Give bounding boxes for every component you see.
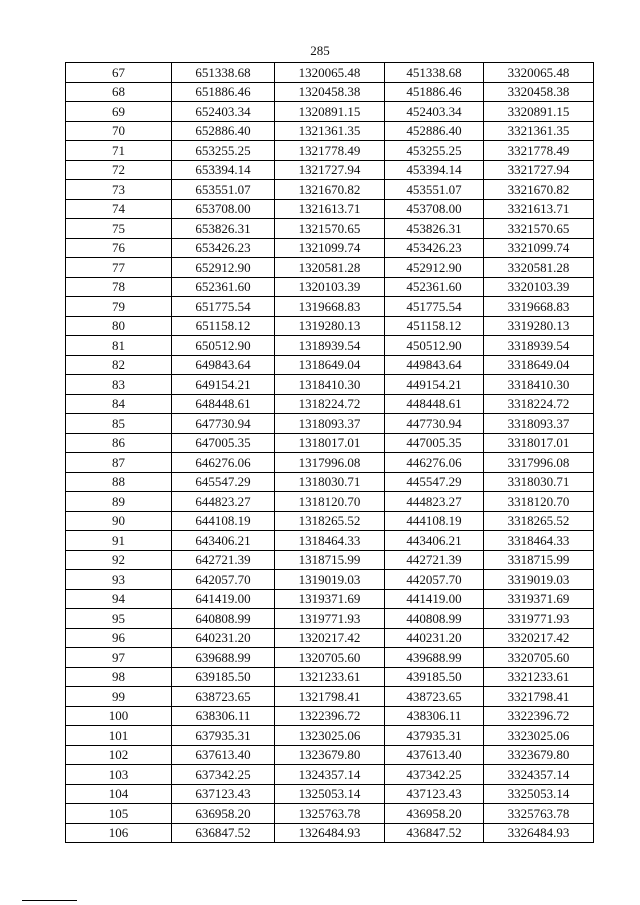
table-cell: 1320458.38 bbox=[275, 82, 385, 102]
table-cell: 445547.29 bbox=[385, 472, 484, 492]
table-cell: 1319668.83 bbox=[275, 297, 385, 317]
table-row bbox=[66, 511, 594, 531]
table-row bbox=[66, 355, 594, 375]
table-cell: 453551.07 bbox=[385, 180, 484, 200]
table-cell: 88 bbox=[66, 472, 172, 492]
table-cell: 636847.52 bbox=[172, 823, 275, 843]
table-cell: 444823.27 bbox=[385, 492, 484, 512]
table-cell: 102 bbox=[66, 745, 172, 765]
table-cell: 645547.29 bbox=[172, 472, 275, 492]
table-cell: 653255.25 bbox=[172, 141, 275, 161]
table-cell: 99 bbox=[66, 687, 172, 707]
table-row bbox=[66, 589, 594, 609]
table-cell: 644823.27 bbox=[172, 492, 275, 512]
table-cell: 637342.25 bbox=[172, 765, 275, 785]
table-cell: 75 bbox=[66, 219, 172, 239]
table-cell: 449843.64 bbox=[385, 355, 484, 375]
table-cell: 452361.60 bbox=[385, 277, 484, 297]
table-cell: 3323679.80 bbox=[484, 745, 594, 765]
table-cell: 1321099.74 bbox=[275, 238, 385, 258]
table-row bbox=[66, 687, 594, 707]
table-cell: 3320458.38 bbox=[484, 82, 594, 102]
table-cell: 646276.06 bbox=[172, 453, 275, 473]
table-cell: 453394.14 bbox=[385, 160, 484, 180]
table-cell: 438306.11 bbox=[385, 706, 484, 726]
table-cell: 442057.70 bbox=[385, 570, 484, 590]
table-cell: 441419.00 bbox=[385, 589, 484, 609]
table-cell: 3318093.37 bbox=[484, 414, 594, 434]
table-cell: 80 bbox=[66, 316, 172, 336]
table-cell: 1318939.54 bbox=[275, 336, 385, 356]
table-row bbox=[66, 823, 594, 843]
table-cell: 446276.06 bbox=[385, 453, 484, 473]
table-row bbox=[66, 550, 594, 570]
table-cell: 1321613.71 bbox=[275, 199, 385, 219]
table-row bbox=[66, 277, 594, 297]
table-cell: 1321798.41 bbox=[275, 687, 385, 707]
table-cell: 1318715.99 bbox=[275, 550, 385, 570]
table-cell: 439185.50 bbox=[385, 667, 484, 687]
table-cell: 79 bbox=[66, 297, 172, 317]
table-cell: 641419.00 bbox=[172, 589, 275, 609]
table-cell: 105 bbox=[66, 804, 172, 824]
table-cell: 3318030.71 bbox=[484, 472, 594, 492]
table-cell: 448448.61 bbox=[385, 394, 484, 414]
table-cell: 1320705.60 bbox=[275, 648, 385, 668]
table-cell: 3326484.93 bbox=[484, 823, 594, 843]
table-row bbox=[66, 297, 594, 317]
table-cell: 653426.23 bbox=[172, 238, 275, 258]
table-row bbox=[66, 433, 594, 453]
table-cell: 1321670.82 bbox=[275, 180, 385, 200]
footnote-rule bbox=[22, 900, 77, 901]
table-cell: 1325763.78 bbox=[275, 804, 385, 824]
table-cell: 3319371.69 bbox=[484, 589, 594, 609]
table-cell: 438723.65 bbox=[385, 687, 484, 707]
table-cell: 3321233.61 bbox=[484, 667, 594, 687]
table-cell: 3321570.65 bbox=[484, 219, 594, 239]
table-cell: 3321798.41 bbox=[484, 687, 594, 707]
table-cell: 97 bbox=[66, 648, 172, 668]
table-cell: 639688.99 bbox=[172, 648, 275, 668]
table-cell: 1319280.13 bbox=[275, 316, 385, 336]
table-cell: 451158.12 bbox=[385, 316, 484, 336]
table-row bbox=[66, 336, 594, 356]
table-row bbox=[66, 199, 594, 219]
table-cell: 1318265.52 bbox=[275, 511, 385, 531]
table-cell: 82 bbox=[66, 355, 172, 375]
table-cell: 1318030.71 bbox=[275, 472, 385, 492]
table-cell: 451886.46 bbox=[385, 82, 484, 102]
table-cell: 1321361.35 bbox=[275, 121, 385, 141]
table-cell: 3321099.74 bbox=[484, 238, 594, 258]
table-cell: 652886.40 bbox=[172, 121, 275, 141]
table-cell: 439688.99 bbox=[385, 648, 484, 668]
table-cell: 651338.68 bbox=[172, 63, 275, 83]
table-cell: 3320581.28 bbox=[484, 258, 594, 278]
table-cell: 1324357.14 bbox=[275, 765, 385, 785]
coordinates-table bbox=[65, 62, 594, 843]
table-row bbox=[66, 628, 594, 648]
table-cell: 653394.14 bbox=[172, 160, 275, 180]
table-cell: 3321778.49 bbox=[484, 141, 594, 161]
table-cell: 89 bbox=[66, 492, 172, 512]
table-row bbox=[66, 609, 594, 629]
table-cell: 647005.35 bbox=[172, 433, 275, 453]
table-cell: 640808.99 bbox=[172, 609, 275, 629]
table-cell: 452912.90 bbox=[385, 258, 484, 278]
table-cell: 1325053.14 bbox=[275, 784, 385, 804]
table-cell: 3322396.72 bbox=[484, 706, 594, 726]
table-cell: 3317996.08 bbox=[484, 453, 594, 473]
table-cell: 90 bbox=[66, 511, 172, 531]
table-cell: 1320217.42 bbox=[275, 628, 385, 648]
table-cell: 442721.39 bbox=[385, 550, 484, 570]
table-cell: 1321570.65 bbox=[275, 219, 385, 239]
table-cell: 449154.21 bbox=[385, 375, 484, 395]
table-cell: 1321233.61 bbox=[275, 667, 385, 687]
table-cell: 447730.94 bbox=[385, 414, 484, 434]
table-row bbox=[66, 160, 594, 180]
table-row bbox=[66, 492, 594, 512]
table-row bbox=[66, 375, 594, 395]
table-cell: 3318649.04 bbox=[484, 355, 594, 375]
table-cell: 644108.19 bbox=[172, 511, 275, 531]
table-cell: 1321727.94 bbox=[275, 160, 385, 180]
table-cell: 1318649.04 bbox=[275, 355, 385, 375]
table-cell: 3325763.78 bbox=[484, 804, 594, 824]
table-cell: 68 bbox=[66, 82, 172, 102]
table-cell: 3320217.42 bbox=[484, 628, 594, 648]
table-cell: 649843.64 bbox=[172, 355, 275, 375]
table-row bbox=[66, 804, 594, 824]
table-cell: 3318939.54 bbox=[484, 336, 594, 356]
table-cell: 452886.40 bbox=[385, 121, 484, 141]
table-cell: 652403.34 bbox=[172, 102, 275, 122]
table-cell: 69 bbox=[66, 102, 172, 122]
table-cell: 3318265.52 bbox=[484, 511, 594, 531]
table-row bbox=[66, 453, 594, 473]
table-row bbox=[66, 648, 594, 668]
table-cell: 3321361.35 bbox=[484, 121, 594, 141]
table-cell: 3321670.82 bbox=[484, 180, 594, 200]
table-cell: 103 bbox=[66, 765, 172, 785]
table-cell: 648448.61 bbox=[172, 394, 275, 414]
table-cell: 453426.23 bbox=[385, 238, 484, 258]
table-cell: 653708.00 bbox=[172, 199, 275, 219]
table-cell: 106 bbox=[66, 823, 172, 843]
table-cell: 100 bbox=[66, 706, 172, 726]
table-cell: 74 bbox=[66, 199, 172, 219]
table-cell: 450512.90 bbox=[385, 336, 484, 356]
table-row bbox=[66, 82, 594, 102]
table-cell: 1320065.48 bbox=[275, 63, 385, 83]
table-cell: 86 bbox=[66, 433, 172, 453]
table-cell: 84 bbox=[66, 394, 172, 414]
table-cell: 81 bbox=[66, 336, 172, 356]
table-cell: 1322396.72 bbox=[275, 706, 385, 726]
table-cell: 1318464.33 bbox=[275, 531, 385, 551]
table-cell: 76 bbox=[66, 238, 172, 258]
table-cell: 67 bbox=[66, 63, 172, 83]
table-cell: 73 bbox=[66, 180, 172, 200]
table-cell: 649154.21 bbox=[172, 375, 275, 395]
table-cell: 437935.31 bbox=[385, 726, 484, 746]
table-row bbox=[66, 414, 594, 434]
table-cell: 643406.21 bbox=[172, 531, 275, 551]
table-row bbox=[66, 258, 594, 278]
table-row bbox=[66, 570, 594, 590]
table-cell: 3318224.72 bbox=[484, 394, 594, 414]
table-cell: 453708.00 bbox=[385, 199, 484, 219]
table-cell: 437123.43 bbox=[385, 784, 484, 804]
table-cell: 3319668.83 bbox=[484, 297, 594, 317]
table-cell: 3318017.01 bbox=[484, 433, 594, 453]
table-cell: 637613.40 bbox=[172, 745, 275, 765]
table-cell: 451338.68 bbox=[385, 63, 484, 83]
table-cell: 3321727.94 bbox=[484, 160, 594, 180]
table-cell: 98 bbox=[66, 667, 172, 687]
table-cell: 1320891.15 bbox=[275, 102, 385, 122]
table-cell: 94 bbox=[66, 589, 172, 609]
table-cell: 1320103.39 bbox=[275, 277, 385, 297]
table-cell: 1319019.03 bbox=[275, 570, 385, 590]
table-cell: 436847.52 bbox=[385, 823, 484, 843]
table-cell: 437613.40 bbox=[385, 745, 484, 765]
table-cell: 87 bbox=[66, 453, 172, 473]
table-cell: 653551.07 bbox=[172, 180, 275, 200]
table-cell: 77 bbox=[66, 258, 172, 278]
table-cell: 1321778.49 bbox=[275, 141, 385, 161]
table-cell: 1318017.01 bbox=[275, 433, 385, 453]
table-cell: 642057.70 bbox=[172, 570, 275, 590]
table-cell: 3320103.39 bbox=[484, 277, 594, 297]
table-cell: 440231.20 bbox=[385, 628, 484, 648]
table-row bbox=[66, 63, 594, 83]
table-row bbox=[66, 316, 594, 336]
table-row bbox=[66, 219, 594, 239]
table-cell: 92 bbox=[66, 550, 172, 570]
table-cell: 93 bbox=[66, 570, 172, 590]
table-cell: 3321613.71 bbox=[484, 199, 594, 219]
table-cell: 652912.90 bbox=[172, 258, 275, 278]
table-cell: 70 bbox=[66, 121, 172, 141]
table-cell: 78 bbox=[66, 277, 172, 297]
table-cell: 451775.54 bbox=[385, 297, 484, 317]
table-cell: 650512.90 bbox=[172, 336, 275, 356]
table-cell: 85 bbox=[66, 414, 172, 434]
table-row bbox=[66, 726, 594, 746]
table-cell: 651886.46 bbox=[172, 82, 275, 102]
table-row bbox=[66, 121, 594, 141]
table-cell: 3324357.14 bbox=[484, 765, 594, 785]
coordinates-table-body bbox=[66, 63, 594, 843]
table-row bbox=[66, 745, 594, 765]
table-cell: 637935.31 bbox=[172, 726, 275, 746]
table-cell: 3319280.13 bbox=[484, 316, 594, 336]
table-cell: 101 bbox=[66, 726, 172, 746]
table-cell: 1318120.70 bbox=[275, 492, 385, 512]
table-cell: 3325053.14 bbox=[484, 784, 594, 804]
table-cell: 3320705.60 bbox=[484, 648, 594, 668]
table-cell: 96 bbox=[66, 628, 172, 648]
table-cell: 104 bbox=[66, 784, 172, 804]
page-number: 285 bbox=[310, 43, 330, 58]
table-cell: 637123.43 bbox=[172, 784, 275, 804]
table-cell: 1317996.08 bbox=[275, 453, 385, 473]
table-cell: 1326484.93 bbox=[275, 823, 385, 843]
table-cell: 3319771.93 bbox=[484, 609, 594, 629]
table-row bbox=[66, 394, 594, 414]
table-cell: 444108.19 bbox=[385, 511, 484, 531]
table-cell: 3318410.30 bbox=[484, 375, 594, 395]
table-cell: 3319019.03 bbox=[484, 570, 594, 590]
table-cell: 1320581.28 bbox=[275, 258, 385, 278]
table-row bbox=[66, 472, 594, 492]
table-row bbox=[66, 180, 594, 200]
table-cell: 1319771.93 bbox=[275, 609, 385, 629]
table-cell: 453255.25 bbox=[385, 141, 484, 161]
table-row bbox=[66, 531, 594, 551]
table-row bbox=[66, 667, 594, 687]
table-cell: 647730.94 bbox=[172, 414, 275, 434]
table-cell: 71 bbox=[66, 141, 172, 161]
table-cell: 440808.99 bbox=[385, 609, 484, 629]
table-cell: 453826.31 bbox=[385, 219, 484, 239]
table-cell: 1323025.06 bbox=[275, 726, 385, 746]
table-cell: 3323025.06 bbox=[484, 726, 594, 746]
table-cell: 436958.20 bbox=[385, 804, 484, 824]
table-cell: 3320065.48 bbox=[484, 63, 594, 83]
table-cell: 95 bbox=[66, 609, 172, 629]
table-row bbox=[66, 784, 594, 804]
table-cell: 452403.34 bbox=[385, 102, 484, 122]
table-cell: 1319371.69 bbox=[275, 589, 385, 609]
table-cell: 83 bbox=[66, 375, 172, 395]
table-cell: 652361.60 bbox=[172, 277, 275, 297]
table-cell: 653826.31 bbox=[172, 219, 275, 239]
table-cell: 640231.20 bbox=[172, 628, 275, 648]
table-row bbox=[66, 141, 594, 161]
table-cell: 437342.25 bbox=[385, 765, 484, 785]
table-cell: 443406.21 bbox=[385, 531, 484, 551]
table-row bbox=[66, 238, 594, 258]
table-cell: 447005.35 bbox=[385, 433, 484, 453]
table-cell: 72 bbox=[66, 160, 172, 180]
table-cell: 636958.20 bbox=[172, 804, 275, 824]
table-cell: 3320891.15 bbox=[484, 102, 594, 122]
table-cell: 1318224.72 bbox=[275, 394, 385, 414]
table-cell: 1318410.30 bbox=[275, 375, 385, 395]
table-cell: 3318120.70 bbox=[484, 492, 594, 512]
table-cell: 651775.54 bbox=[172, 297, 275, 317]
table-cell: 651158.12 bbox=[172, 316, 275, 336]
table-row bbox=[66, 706, 594, 726]
table-cell: 642721.39 bbox=[172, 550, 275, 570]
table-row bbox=[66, 102, 594, 122]
table-cell: 1318093.37 bbox=[275, 414, 385, 434]
table-cell: 639185.50 bbox=[172, 667, 275, 687]
table-cell: 3318715.99 bbox=[484, 550, 594, 570]
table-row bbox=[66, 765, 594, 785]
table-cell: 91 bbox=[66, 531, 172, 551]
table-cell: 638306.11 bbox=[172, 706, 275, 726]
table-cell: 638723.65 bbox=[172, 687, 275, 707]
table-cell: 3318464.33 bbox=[484, 531, 594, 551]
table-cell: 1323679.80 bbox=[275, 745, 385, 765]
